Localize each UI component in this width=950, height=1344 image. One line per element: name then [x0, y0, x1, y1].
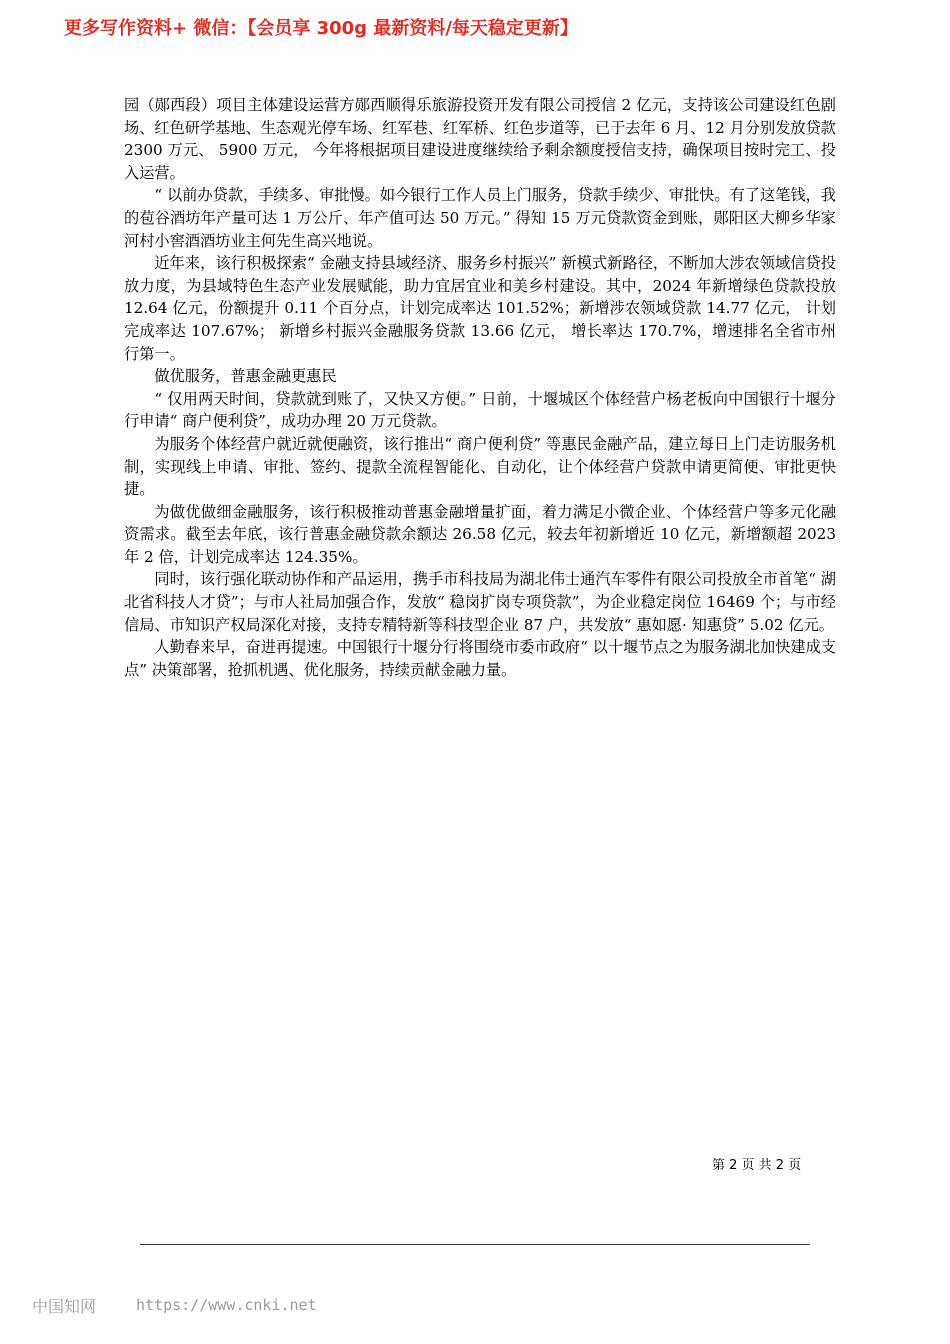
footer-url-link[interactable]: https://www.cnki.net	[136, 1296, 317, 1314]
paragraph: 近年来，该行积极探索“ 金融支持县域经济、服务乡村振兴” 新模式新路径，不断加大涉农领域信贷投放力度，为县域特色生态产业发展赋能，助力宜居宜业和美乡村建设。其中，2024 年新增绿色贷款投放 12.64 亿元，份额提升 0.11 个百分点，计划完成率达 101.52%；新增涉农领域贷款 14.77 亿元， 计划完成率达 107.67%； 新增乡村振兴金融服务贷款 13.66 亿元， 增长率达 170.7%，增速排名全省市州行第一。	[124, 254, 836, 363]
page-number: 第 2 页 共 2 页	[712, 1158, 802, 1173]
paragraph: “ 以前办贷款，手续多、审批慢。如今银行工作人员上门服务，贷款手续少、审批快。有了这笔钱，我的苞谷酒坊年产量可达 1 万公斤、年产值可达 50 万元。” 得知 15 万元贷款资金到账，郧阳区大柳乡华家河村小窖酒酒坊业主何先生高兴地说。	[124, 186, 836, 250]
paragraph: 同时，该行强化联动协作和产品运用，携手市科技局为湖北伟士通汽车零件有限公司投放全市首笔“ 湖北省科技人才贷”；与市人社局加强合作，发放“ 稳岗扩岗专项贷款”，为企业稳定岗位 16469 个；与市经信局、市知识产权局深化对接，支持专精特新等科技型企业 87 户，共发放“ 惠如愿· 知惠贷” 5.02 亿元。	[124, 570, 836, 634]
paragraph: 园（郧西段）项目主体建设运营方郧西顺得乐旅游投资开发有限公司授信 2 亿元，支持该公司建设红色剧场、红色研学基地、生态观光停车场、红军巷、红军桥、红色步道等，已于去年 6 月、12 月分别发放贷款 2300 万元、 5900 万元， 今年将根据项目建设进度继续给予剩余额度授信支持，确保项目按时完工、投入运营。	[124, 96, 836, 182]
section-heading: 做优服务，普惠金融更惠民	[154, 367, 337, 386]
paragraph: 人勤春来早，奋进再提速。中国银行十堰分行将围绕市委市政府“ 以十堰节点之为服务湖北加快建成支点” 决策部署，抢抓机遇、优化服务，持续贡献金融力量。	[124, 638, 836, 679]
article-body	[124, 94, 836, 681]
paragraph: 为服务个体经营户就近就便融资，该行推出“ 商户便利贷” 等惠民金融产品，建立每日上门走访服务机制，实现线上申请、审批、签约、提款全流程智能化、自动化，让个体经营户贷款申请更简便、审批更快捷。	[124, 434, 836, 499]
footer-divider	[140, 1244, 810, 1245]
footer-brand-logo: 中国知网	[32, 1297, 97, 1316]
paragraph: “ 仅用两天时间，贷款就到账了，又快又方便。” 日前，十堰城区个体经营户杨老板向中国银行十堰分行申请“ 商户便利贷”，成功办理 20 万元贷款。	[124, 389, 836, 431]
promo-banner: 更多写作资料+ 微信：【会员享 300g 最新资料/每天稳定更新】	[64, 18, 578, 39]
paragraph: 为做优做细金融服务，该行积极推动普惠金融增量扩面，着力满足小微企业、个体经营户等多元化融资需求。截至去年底，该行普惠金融贷款余额达 26.58 亿元，较去年初新增近 10 亿元，新增额超 2023 年 2 倍，计划完成率达 124.35%。	[124, 502, 836, 566]
